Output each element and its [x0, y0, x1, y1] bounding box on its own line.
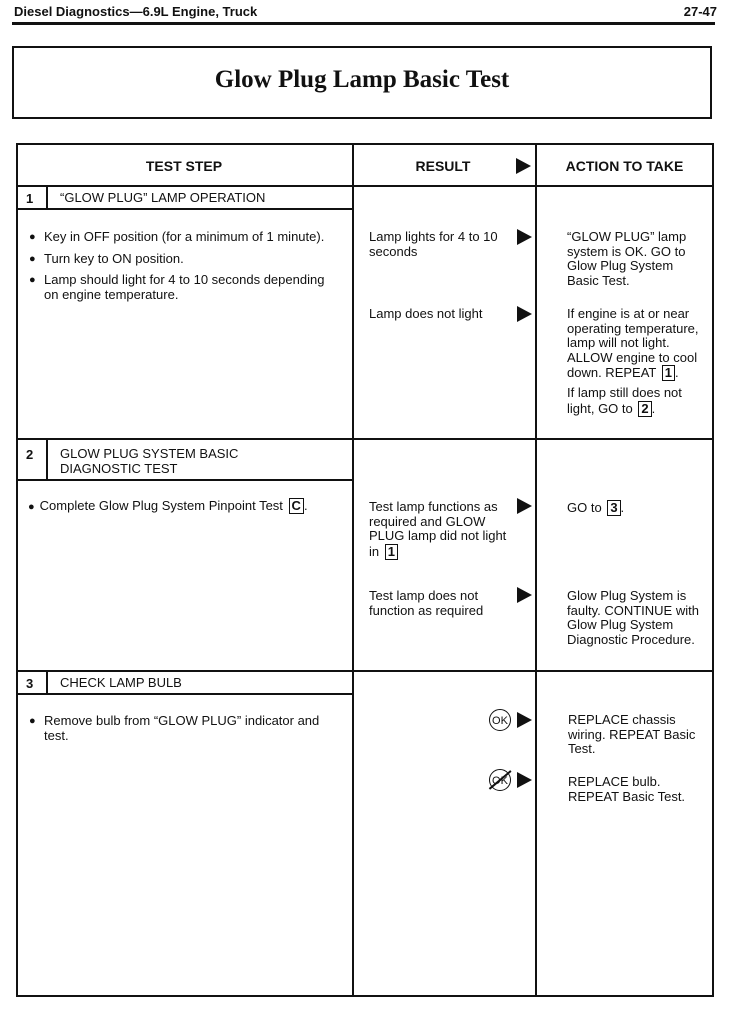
step-1-title-underline — [16, 208, 352, 210]
step-1-action-1: “GLOW PLUG” lamp system is OK. GO to Glow Plug System Basic Test. — [567, 229, 687, 288]
step-3-instructions — [28, 714, 346, 750]
step-1-action-2-text: If engine is at or near operating temperature, lamp will not light. ALLOW engine to cool down. REPEAT — [567, 306, 699, 380]
arrow-icon — [516, 158, 531, 174]
step-2-number-divider — [46, 439, 48, 479]
column-divider-result — [352, 143, 354, 997]
step-1-result-1: Lamp lights for 4 to 10 seconds — [369, 229, 498, 259]
step-1-title: “GLOW PLUG” LAMP OPERATION — [60, 190, 266, 205]
step-1-result-2: Lamp does not light — [369, 306, 483, 321]
step-2-instructions: ● Complete Glow Plug System Pinpoint Test C . — [28, 498, 308, 513]
step-3-title: CHECK LAMP BULB — [60, 675, 182, 690]
column-header-test-step: TEST STEP — [145, 158, 223, 174]
arrow-icon — [517, 229, 532, 245]
step-1-action-2-followup: If lamp still does not light, GO to — [567, 385, 682, 416]
column-header-action: ACTION TO TAKE — [565, 158, 684, 174]
step-2-result-2: Test lamp does not function as required — [369, 588, 484, 618]
list-item: ● Remove bulb from “GLOW PLUG” indicator and test. — [28, 714, 346, 743]
page-header-title: Diesel Diagnostics—6.9L Engine, Truck — [14, 4, 258, 19]
step-1-instructions — [28, 230, 333, 309]
step-reference-box: 2 — [638, 401, 651, 417]
step-1-number-divider — [46, 186, 48, 208]
row-divider-2 — [16, 670, 714, 672]
bullet-icon: ● — [28, 501, 35, 513]
arrow-icon — [517, 587, 532, 603]
header-row-divider — [16, 185, 714, 187]
step-1-number: 1 — [26, 191, 34, 206]
arrow-icon — [517, 712, 532, 728]
step-2-action-1-text: GO to — [567, 500, 602, 515]
step-reference-box: 3 — [607, 500, 620, 516]
arrow-icon — [517, 306, 532, 322]
page-title: Glow Plug Lamp Basic Test — [214, 66, 510, 93]
ok-icon: OK — [489, 709, 511, 731]
arrow-icon — [517, 772, 532, 788]
not-ok-icon — [489, 769, 511, 791]
step-3-action-2: REPLACE bulb. REPEAT Basic Test. — [568, 774, 686, 804]
not-ok-symbol: OK — [489, 769, 511, 791]
step-reference-box: C — [289, 498, 304, 514]
step-3-action-1: REPLACE chassis wiring. REPEAT Basic Test. — [568, 712, 696, 756]
step-2-title-underline — [16, 479, 352, 481]
step-2-action-1: GO to 3 . — [567, 500, 625, 515]
step-2-title: GLOW PLUG SYSTEM BASIC DIAGNOSTIC TEST — [60, 446, 239, 476]
step-3-number: 3 — [26, 676, 34, 691]
step-2-result-1 — [369, 500, 514, 560]
header-rule — [12, 22, 715, 25]
column-header-result: RESULT — [415, 158, 471, 174]
step-1-action-2: If engine is at or near operating temperature, lamp will not light. ALLOW engine to cool down. REPEAT 1 . If lamp still does not light, GO to 2 . — [567, 306, 699, 416]
row-divider-1 — [16, 438, 714, 440]
step-reference-box: 1 — [385, 544, 398, 560]
list-item: ● Key in OFF position (for a minimum of 1 minute). — [28, 230, 333, 245]
step-2-action-2: Glow Plug System is faulty. CONTINUE with Glow Plug System Diagnostic Procedure. — [567, 588, 699, 647]
column-divider-action — [535, 143, 537, 997]
step-3-number-divider — [46, 671, 48, 693]
page-number: 27-47 — [683, 4, 717, 19]
list-item: ● Lamp should light for 4 to 10 seconds depending on engine temperature. — [28, 273, 333, 302]
step-reference-box: 1 — [662, 365, 675, 381]
step-2-instruction-text: Complete Glow Plug System Pinpoint Test — [39, 498, 283, 513]
step-2-result-1-text: Test lamp functions as required and GLOW PLUG lamp did not light in — [369, 499, 507, 559]
list-item: ● Turn key to ON position. — [28, 252, 333, 267]
step-2-number: 2 — [26, 447, 34, 462]
step-3-title-underline — [16, 693, 352, 695]
arrow-icon — [517, 498, 532, 514]
